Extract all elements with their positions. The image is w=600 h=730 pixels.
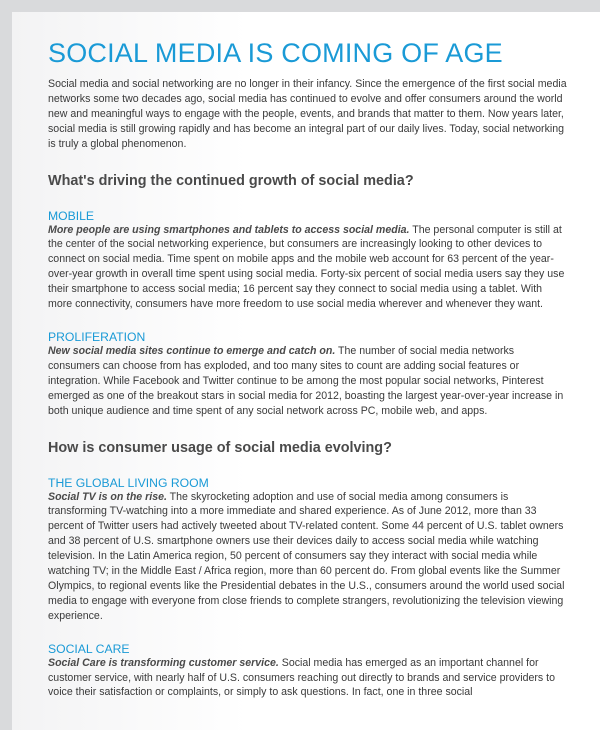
mobile-body: The personal computer is still at the center of the social networking experience, but consumers are increasingly looking to other devices to connect on social media. Time spent on mobile apps and the mobile web account for 63 percent of the year-over-year growth in overall time spent using social media. Forty-six percent of social media users say they use their smartphone to access social media; 16 percent say they connect to social media using a tablet. With more connectivity, consumers have more freedom to use social media wherever and whenever they want. <box>48 223 565 311</box>
social-care-lead: Social Care is transforming customer service. <box>48 656 279 669</box>
proliferation-body: The number of social media networks consumers can choose from has exploded, and too many sites to count are adding social features or integration. While Facebook and Twitter continue to be among the most popular social networks, Pinterest emerged as one of the breakout stars in social media for 2012, boasting the largest year-over-year increase in both unique audience and time spent of any social network across PC, mobile web, and apps. <box>48 344 564 417</box>
social-care-paragraph <box>48 656 568 701</box>
section-living-room <box>48 476 568 624</box>
page-title: SOCIAL MEDIA IS COMING OF AGE <box>48 38 503 68</box>
section-mobile <box>48 209 568 312</box>
social-care-body: Social media has emerged as an important channel for customer service, with nearly half of U.S. consumers reaching out directly to brands and service providers to voice their satisfaction or complaints, or simply to ask questions. In fact, one in three social <box>48 656 555 699</box>
section-social-care <box>48 642 568 701</box>
living-room-title: THE GLOBAL LIVING ROOM <box>48 475 209 490</box>
social-care-title: SOCIAL CARE <box>48 641 130 656</box>
heading-growth: What's driving the continued growth of social media? <box>48 172 414 189</box>
heading-usage: How is consumer usage of social media evolving? <box>48 439 392 456</box>
mobile-paragraph <box>48 223 568 312</box>
living-room-lead: Social TV is on the rise. <box>48 490 167 503</box>
mobile-lead: More people are using smartphones and tablets to access social media. <box>48 223 410 236</box>
document-content <box>48 38 568 718</box>
intro-paragraph: Social media and social networking are no longer in their infancy. Since the emergence of the first social media networks some two decades ago, social media has continued to evolve and offer consumers around the world new and meaningful ways to engage with the people, events, and brands that matter to them. Now years later, social media is still growing rapidly and has become an integral part of our daily lives. Today, social networking is truly a global phenomenon. <box>48 78 567 150</box>
living-room-paragraph <box>48 490 568 624</box>
living-room-body: The skyrocketing adoption and use of social media among consumers is transforming TV-watching into a more immediate and shared experience. As of June 2012, more than 33 percent of Twitter users had actively tweeted about TV-related content. Some 44 percent of U.S. tablet owners and 38 percent of U.S. smartphone owners use their devices daily to access social media while watching television. In the Latin America region, 50 percent of consumers say they interact with social media while watching TV; in the Middle East / Africa region, more than 60 percent do. From global events like the Summer Olympics, to regional events like the Presidential debates in the U.S., consumers around the world used social media to engage with everyone from close friends to complete strangers, revolutionizing the television viewing experience. <box>48 490 565 622</box>
document-sheet <box>12 12 600 730</box>
proliferation-title: PROLIFERATION <box>48 329 146 344</box>
proliferation-paragraph <box>48 344 568 419</box>
proliferation-lead: New social media sites continue to emerge and catch on. <box>48 344 336 357</box>
mobile-title: MOBILE <box>48 208 95 223</box>
section-proliferation <box>48 330 568 419</box>
